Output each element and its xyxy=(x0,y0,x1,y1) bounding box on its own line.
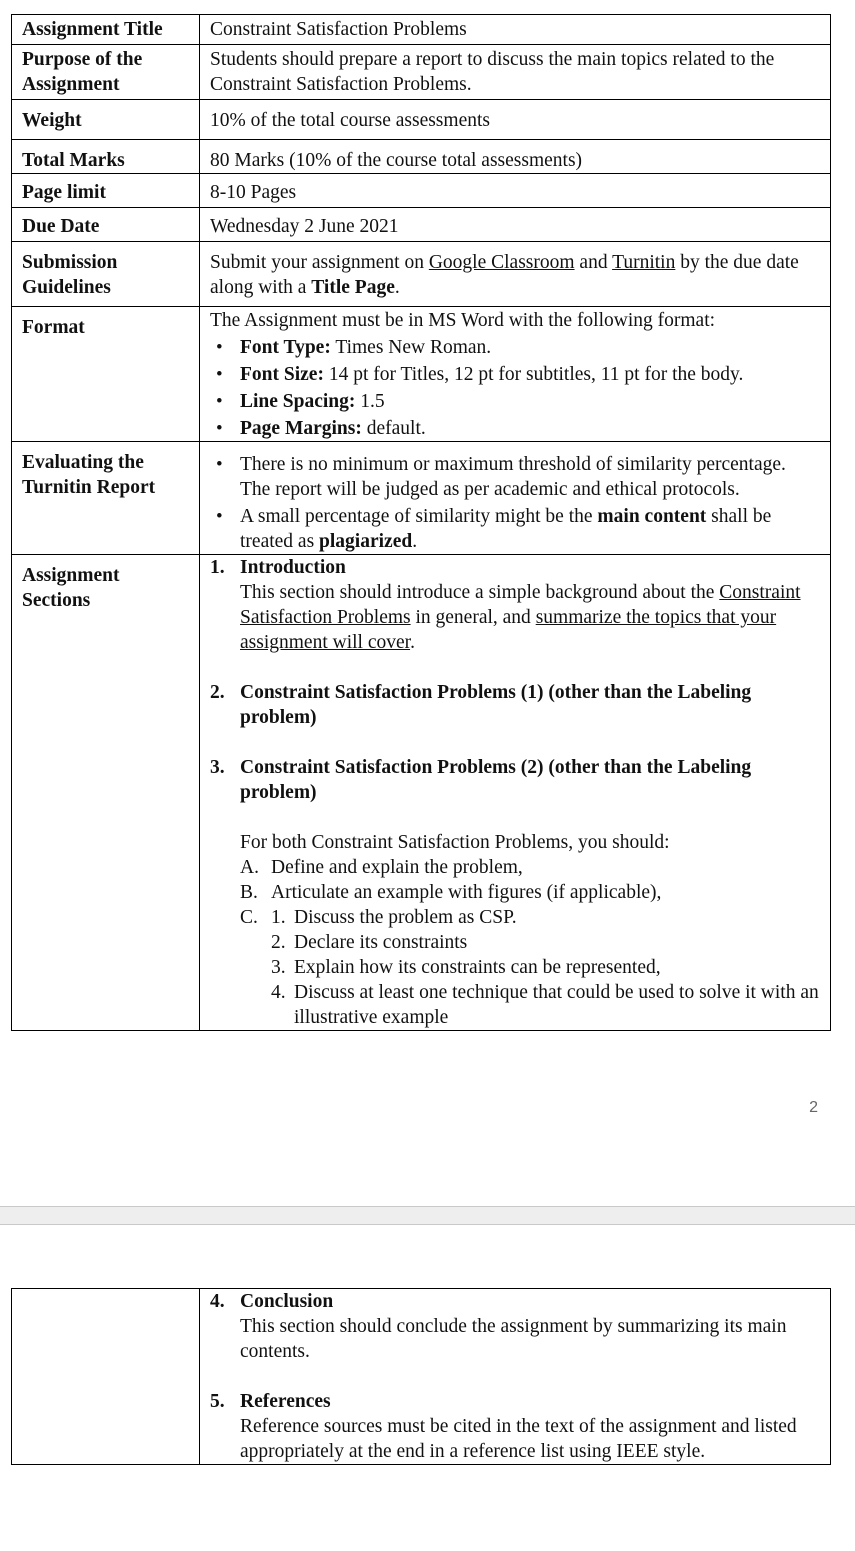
row-label: Weight xyxy=(12,100,200,140)
row-label: Page limit xyxy=(12,174,200,208)
section-csp-1: 2. Constraint Satisfaction Problems (1) (other than the Labeling problem) xyxy=(210,682,752,728)
row-value: Constraint Satisfaction Problems xyxy=(200,15,831,45)
assignment-table-continued xyxy=(11,1288,831,1465)
list-item: B. Articulate an example with figures (if applicable), xyxy=(240,882,662,903)
row-label: Purpose of the Assignment xyxy=(12,45,200,100)
sections-details-continued xyxy=(200,1289,831,1465)
table-row xyxy=(12,242,831,307)
row-label: Assignment Title xyxy=(12,15,200,45)
table-row xyxy=(12,555,831,1031)
format-list xyxy=(210,335,820,441)
row-value: Students should prepare a report to discuss the main topics related to the Constraint Satisfaction Problems. xyxy=(200,45,831,100)
list-item: • Page Margins: default. xyxy=(228,416,820,441)
list-item: 4. Discuss at least one technique that could be used to solve it with an illustrative example xyxy=(271,982,819,1028)
list-item: C. 1. Discuss the problem as CSP. 2. Declare its constraints 3. Explain how its constraints can be represented, 4. Discuss at least one technique that could be used to solve it with an illustrative example xyxy=(240,907,819,1028)
turnitin-link[interactable]: Turnitin xyxy=(612,252,676,273)
table-row xyxy=(12,1289,831,1465)
google-classroom-link[interactable]: Google Classroom xyxy=(428,252,575,273)
row-label: Evaluating the Turnitin Report xyxy=(12,442,200,555)
row-label: Due Date xyxy=(12,208,200,242)
table-row xyxy=(12,100,831,140)
row-value: Wednesday 2 June 2021 xyxy=(200,208,831,242)
row-label: Submission Guidelines xyxy=(12,242,200,307)
row-value: 8-10 Pages xyxy=(200,174,831,208)
row-value: 80 Marks (10% of the course total assessments) xyxy=(200,140,831,174)
section-introduction: 1. Introduction This section should introduce a simple background about the Constraint Satisfaction Problems in general, and summarize the topics that your assignment will cover. xyxy=(210,557,801,653)
row-label: Total Marks xyxy=(12,140,200,174)
row-value: 10% of the total course assessments xyxy=(200,100,831,140)
page-separator xyxy=(0,1206,855,1225)
table-row xyxy=(12,15,831,45)
table-row xyxy=(12,140,831,174)
list-item: • Font Size: 14 pt for Titles, 12 pt for subtitles, 11 pt for the body. xyxy=(228,362,820,387)
format-details: The Assignment must be in MS Word with the following format: • Font Type: Times New Roman. • Font Size: 14 pt for Titles, 12 pt for subtitles, 11 pt for the body. • Line Spacing: 1.5 • Page Margins: default. xyxy=(200,307,831,442)
list-item: • Font Type: Times New Roman. xyxy=(228,335,820,360)
section-csp-2: 3. Constraint Satisfaction Problems (2) (other than the Labeling problem) For both Constraint Satisfaction Problems, you should: A. Define and explain the problem, B. Articulate an example with figures (if applicable), C. 1. Discuss the problem as CSP. 2. Declare its constraints 3. Explain how its constraints can be represented, 4. Discuss at least one technique that could be used to solve it with an illustrative example xyxy=(210,757,819,1028)
sections-details xyxy=(200,555,831,1031)
turnitin-list xyxy=(210,452,820,554)
row-label xyxy=(12,1289,200,1465)
list-item: • There is no minimum or maximum threshold of similarity percentage. The report will be judged as per academic and ethical protocols. xyxy=(228,452,820,502)
section-references: 5. References Reference sources must be cited in the text of the assignment and listed appropriately at the end in a reference list using IEEE style. xyxy=(210,1391,797,1462)
list-item: • Line Spacing: 1.5 xyxy=(228,389,820,414)
table-row xyxy=(12,208,831,242)
table-row xyxy=(12,307,831,442)
list-item: A. Define and explain the problem, xyxy=(240,857,523,878)
turnitin-details xyxy=(200,442,831,555)
submission-guidelines: Submit your assignment on Google Classroom and Turnitin by the due date along with a Title Page. xyxy=(200,242,831,307)
row-label: Format xyxy=(12,307,200,442)
table-row xyxy=(12,174,831,208)
section-conclusion: 4. Conclusion This section should conclude the assignment by summarizing its main contents. xyxy=(210,1291,787,1362)
table-row xyxy=(12,45,831,100)
assignment-table xyxy=(11,14,831,1031)
list-item: 3. Explain how its constraints can be represented, xyxy=(271,957,661,978)
page-number: 2 xyxy=(809,1099,818,1116)
row-label: Assignment Sections xyxy=(12,555,200,1031)
list-item: • A small percentage of similarity might be the main content shall be treated as plagiarized. xyxy=(228,504,820,554)
list-item: 2. Declare its constraints xyxy=(271,932,468,953)
list-item: 1. Discuss the problem as CSP. xyxy=(271,907,517,928)
document-page-2 xyxy=(0,1225,855,1551)
table-row xyxy=(12,442,831,555)
